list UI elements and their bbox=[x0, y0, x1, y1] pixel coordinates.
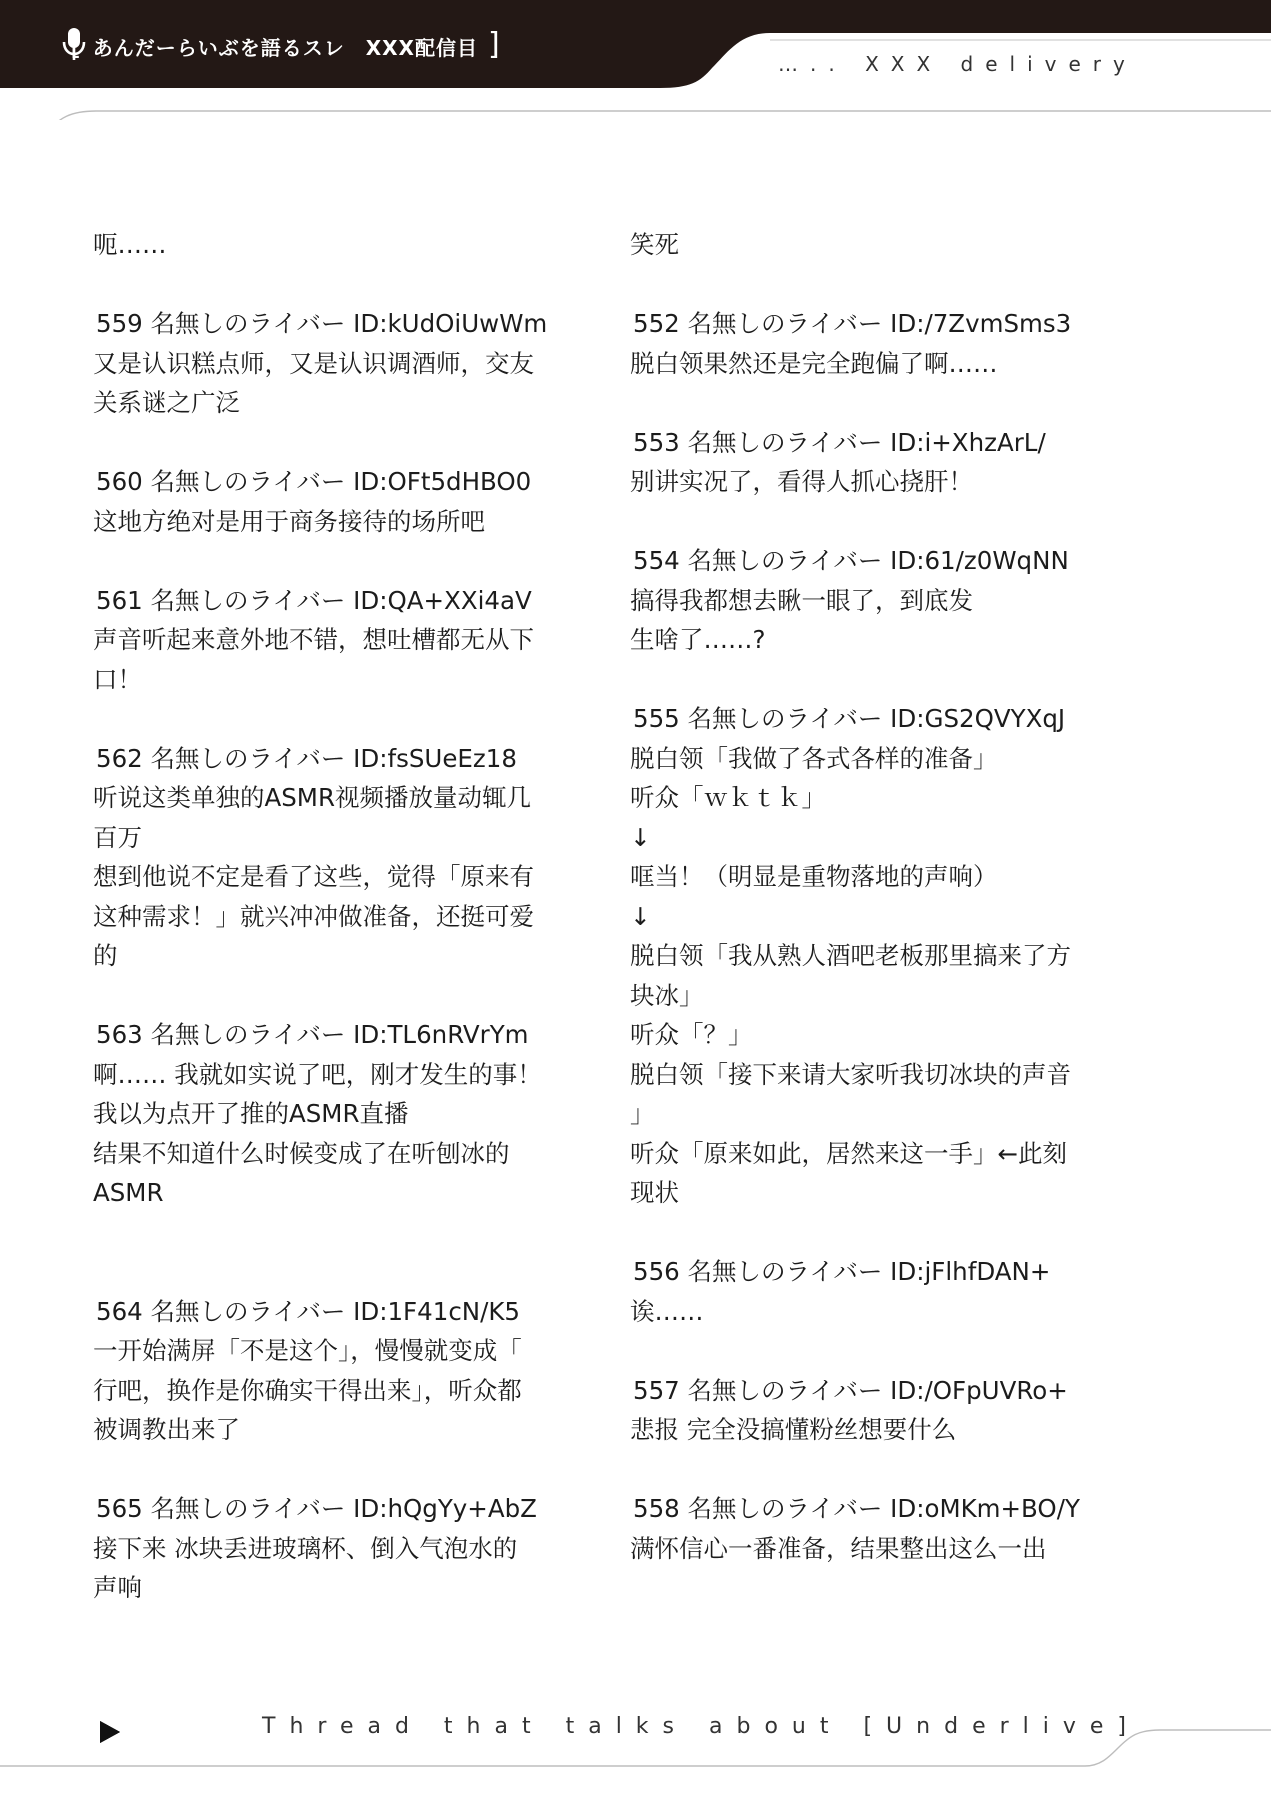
post-body-line: 这地方绝对是用于商务接待的场所吧 bbox=[93, 506, 485, 536]
footer-bar bbox=[0, 1700, 1271, 1800]
post-header: 554 名無しのライバー ID:61/z0WqNN bbox=[633, 546, 1069, 575]
spacer bbox=[630, 265, 1108, 305]
post-body-line: 搞得我都想去瞅一眼了，到底发 bbox=[630, 585, 973, 615]
post-body-line: ↓ bbox=[630, 901, 651, 931]
post-body-line: 哐当！（明显是重物落地的声响） bbox=[630, 862, 998, 891]
post-body-line: 脱白领「我从熟人酒吧老板那里搞来了方 bbox=[630, 941, 1071, 970]
post-header: 564 名無しのライバー ID:1F41cN/K5 bbox=[96, 1296, 521, 1326]
post-body-line: ASMR bbox=[93, 1178, 164, 1207]
spacer bbox=[630, 502, 1108, 542]
spacer bbox=[93, 265, 571, 305]
post-body-line: 结果不知道什么时候变成了在听刨冰的 bbox=[93, 1138, 510, 1168]
post-body-line: 的 bbox=[93, 941, 118, 970]
post-body-line: 关系谜之广泛 bbox=[93, 388, 240, 417]
post bbox=[93, 462, 571, 541]
post-body-line: 声音听起来意外地不错，想吐槽都无从下 bbox=[93, 625, 534, 654]
post-header: 555 名無しのライバー ID:GS2QVYXqJ bbox=[633, 704, 1066, 733]
spacer bbox=[630, 660, 1108, 700]
post bbox=[630, 541, 1108, 660]
post-continuation bbox=[630, 225, 1108, 265]
spacer bbox=[93, 1450, 571, 1490]
thread-title: あんだーらいぶを語るスレ XXX配信目 bbox=[92, 35, 478, 60]
post-body-line: 行吧，换作是你确实干得出来」，听众都 bbox=[93, 1375, 522, 1405]
post-body-line: 」 bbox=[630, 1099, 655, 1128]
post bbox=[630, 1252, 1108, 1331]
post-body-line: 悲报 完全没搞懂粉丝想要什么 bbox=[630, 1415, 957, 1444]
spacer bbox=[93, 699, 571, 739]
post-header: 557 名無しのライバー ID:/OFpUVRo+ bbox=[633, 1375, 1068, 1405]
post-header: 565 名無しのライバー ID:hQgYy+AbZ bbox=[96, 1494, 537, 1523]
post bbox=[93, 1489, 571, 1608]
post-body-line: 听众「原来如此，居然来这一手」←此刻 bbox=[630, 1138, 1068, 1168]
post-body-line: 满怀信心一番准备，结果整出这么一出 bbox=[630, 1533, 1047, 1563]
post-body-line: 这种需求！」就兴冲冲做准备，还挺可爱 bbox=[93, 901, 534, 931]
post bbox=[630, 304, 1108, 383]
post-header: 559 名無しのライバー ID:kUdOiUwWm bbox=[96, 309, 548, 338]
post-body-line: 听说这类单独的ASMR视频播放量动辄几 bbox=[93, 783, 531, 812]
header-bar bbox=[0, 0, 1271, 120]
post-body-line: 现状 bbox=[630, 1178, 679, 1207]
post-body-line: 脱白领果然还是完全跑偏了啊…… bbox=[630, 348, 998, 378]
post-header: 558 名無しのライバー ID:oMKm+BO/Y bbox=[633, 1494, 1080, 1523]
post-header: 563 名無しのライバー ID:TL6nRVrYm bbox=[96, 1020, 529, 1049]
spacer bbox=[630, 1213, 1108, 1253]
post-body-line: 声响 bbox=[93, 1573, 142, 1602]
post-body-line: ↓ bbox=[630, 822, 651, 852]
title-bracket-close: ] bbox=[487, 26, 501, 62]
post-continuation bbox=[93, 225, 571, 265]
post-header: 561 名無しのライバー ID:QA+XXi4aV bbox=[96, 585, 532, 615]
post-header: 556 名無しのライバー ID:jFlhfDAN+ bbox=[633, 1257, 1051, 1286]
post-body-line: 别讲实况了，看得人抓心挠肝！ bbox=[630, 467, 973, 496]
post-header: 562 名無しのライバー ID:fsSUeEz18 bbox=[96, 743, 517, 773]
delivery-subtitle: ….. XXX delivery bbox=[778, 52, 1137, 76]
spacer bbox=[93, 976, 571, 1016]
post-body-line: 生啥了……? bbox=[630, 625, 766, 654]
spacer bbox=[630, 1331, 1108, 1371]
post bbox=[93, 1292, 571, 1450]
post-body-line: 想到他说不定是看了这些，觉得「原来有 bbox=[93, 862, 534, 891]
header-title bbox=[60, 26, 511, 66]
left-column bbox=[93, 225, 571, 1608]
post bbox=[93, 739, 571, 976]
post-header: 560 名無しのライバー ID:OFt5dHBO0 bbox=[96, 467, 532, 496]
post-body-line: 被调教出来了 bbox=[93, 1415, 240, 1444]
post-body-line: 块冰」 bbox=[630, 980, 704, 1010]
post bbox=[93, 1015, 571, 1213]
post bbox=[630, 1371, 1108, 1450]
post-header: 552 名無しのライバー ID:/7ZvmSms3 bbox=[633, 309, 1072, 338]
footer-tagline: Thread that talks about [Underlive] bbox=[262, 1714, 1141, 1739]
spacer bbox=[630, 383, 1108, 423]
spacer bbox=[93, 541, 571, 581]
post-body-line: 听众「ｗｋｔｋ」 bbox=[630, 783, 826, 812]
post bbox=[630, 699, 1108, 1213]
post-body-line: 脱白领「接下来请大家听我切冰块的声音 bbox=[630, 1059, 1071, 1089]
title-bracket-open: [ bbox=[70, 26, 83, 62]
post bbox=[93, 581, 571, 700]
right-column bbox=[630, 225, 1108, 1568]
post bbox=[630, 1489, 1108, 1568]
spacer bbox=[630, 1450, 1108, 1490]
post bbox=[93, 304, 571, 423]
post-body-line: 啊…… 我就如实说了吧，刚才发生的事！ bbox=[93, 1059, 542, 1089]
post-body-line: 口！ bbox=[93, 664, 142, 694]
post-body-line: 我以为点开了推的ASMR直播 bbox=[93, 1099, 409, 1128]
post-body-line: 接下来 冰块丢进玻璃杯、倒入气泡水的 bbox=[93, 1533, 518, 1563]
post-body-line: 百万 bbox=[93, 822, 142, 852]
post-body-line: 脱白领「我做了各式各样的准备」 bbox=[630, 743, 998, 773]
spacer bbox=[93, 1213, 571, 1292]
post-header: 553 名無しのライバー ID:i+XhzArL/ bbox=[633, 427, 1046, 457]
post-body-line: 诶…… bbox=[630, 1296, 704, 1326]
post-body-line: 笑死 bbox=[630, 230, 679, 259]
post-body-line: 一开始满屏「不是这个」，慢慢就变成「 bbox=[93, 1336, 522, 1365]
post bbox=[630, 423, 1108, 502]
spacer bbox=[93, 423, 571, 463]
post-body-line: 又是认识糕点师，又是认识调酒师，交友 bbox=[93, 348, 534, 378]
play-arrow-icon bbox=[100, 1721, 120, 1743]
post-body-line: 听众「？」 bbox=[630, 1020, 753, 1049]
post-body-line: 呃…… bbox=[93, 230, 167, 259]
